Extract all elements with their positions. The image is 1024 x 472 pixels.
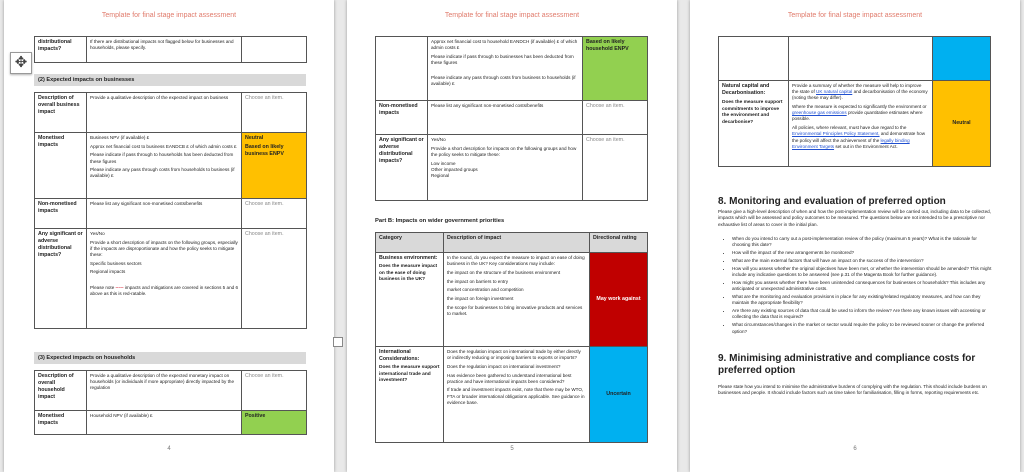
line: Yes/No xyxy=(90,231,105,236)
text: Provide a summary of whether the measure will help to improve the state of xyxy=(792,83,922,95)
line: Low income xyxy=(431,160,456,166)
page-4 xyxy=(4,0,334,472)
line: Provide a short description of impacts on the following groups, especially if the impacts are disproportionate and how the policy seeks to mitigate these: xyxy=(90,239,238,258)
part-b-table-cont xyxy=(718,36,991,167)
page-6 xyxy=(690,0,1020,472)
row-label: distributional impacts? xyxy=(35,37,87,63)
rating-uncertain: Uncertain xyxy=(590,347,648,443)
line: Approx net financial cost to business EANDCB £ of which admin costs £ xyxy=(90,143,237,149)
row-text: If there are distributional impacts not flagged below for businesses and households, please specify. xyxy=(87,37,242,63)
line: Please indicate any pass through costs from households to business (if available) £ xyxy=(90,167,235,179)
monitoring-intro: Please give a high-level description of when and how the post-implementation review will be carried out, including data to be collected, impacts which will be assessed and policy outcomes to be measured. The questions below are not intended to be a prescriptive nor exhaustive list of areas to cover in the initial plan. xyxy=(718,209,991,227)
line: market concentration and competition xyxy=(447,287,524,293)
category-question: Does the measure support commitments to improve the environment and decarbonise? xyxy=(722,100,783,125)
choose-item-dropdown[interactable]: Choose an item. xyxy=(242,199,307,229)
row-text: Household NPV (if available) £ xyxy=(87,411,242,435)
move-handle-icon[interactable]: ✥ xyxy=(10,52,32,74)
line: the impact on the structure of the business environment xyxy=(447,269,561,275)
table-row xyxy=(376,37,648,101)
row-label: Any significant or adverse distributional impacts? xyxy=(35,229,87,329)
row-text xyxy=(87,133,242,199)
row-text xyxy=(87,229,242,329)
line: If trade and investment impacts exist, note that there may be WTO, FTA or broader international obligations applicable. See guidance in evidence base. xyxy=(447,387,585,405)
row-text: Please list any significant non-monetised costs/benefits xyxy=(87,199,242,229)
row-text: Provide a qualitative description of the expected monetary impact on households (or individuals if more appropriate) directly impacted by the regulation xyxy=(87,371,242,411)
resize-handle-icon[interactable] xyxy=(333,337,343,347)
line: the impact on barriers to entry xyxy=(447,278,509,284)
table-row xyxy=(376,347,648,443)
table-row xyxy=(719,37,991,81)
link-environment-targets[interactable]: legally binding Environment Targets xyxy=(792,137,910,149)
list-item: • How will the impact of the new arrangements be monitored? xyxy=(732,250,993,256)
line: Please indicate if pass through to businesses has been deducted from these figures xyxy=(431,53,574,66)
page-number: 5 xyxy=(510,446,514,452)
page-number: 4 xyxy=(167,446,171,452)
row-label: Description of overall household impact xyxy=(35,371,87,411)
part-b-title: Part B: Impacts on wider government priorities xyxy=(375,218,505,224)
line: Specific business sectors xyxy=(90,260,142,266)
rating-may-work-against: May work against xyxy=(590,253,648,347)
table-row xyxy=(376,101,648,135)
scribble-mark: ~~~ xyxy=(115,284,124,290)
table-row xyxy=(376,253,648,347)
business-impacts-table xyxy=(34,92,307,329)
household-impacts-table-cont xyxy=(375,36,648,201)
paragraph xyxy=(792,104,929,123)
row-text: Provide a qualitative description of the expected impact on business xyxy=(87,93,242,133)
col-rating: Directional rating xyxy=(590,233,648,253)
table-row xyxy=(376,135,648,201)
list-item: • When do you intend to carry out a post-implementation review of the policy (maximum 5 years)? What is the rationale for choosing this date? xyxy=(732,236,993,249)
table-row xyxy=(719,81,991,167)
table-row xyxy=(35,411,307,435)
category-name: Natural capital and Decarbonisation: xyxy=(722,83,770,97)
line: In the round, do you expect the measure to impact on ease of doing business in the UK? Key considerations may include: xyxy=(447,255,585,267)
line: Please indicate any pass through costs from business to households (if available) £ xyxy=(431,75,576,87)
row-text xyxy=(789,37,933,81)
page-header: Template for final stage impact assessment xyxy=(444,12,580,19)
choose-item-dropdown[interactable]: Choose an item. xyxy=(583,135,648,201)
row-label: Description of overall business impact xyxy=(35,93,87,133)
line: Does the regulation impact on international trade by either directly or indirectly reducing or imposing barriers to exports or imports? xyxy=(447,349,581,361)
text: provide quantitative estimates where possible. xyxy=(792,110,923,122)
choose-item-dropdown[interactable]: Choose an item. xyxy=(242,93,307,133)
household-impacts-table xyxy=(34,370,307,435)
line: Please indicate if pass through to households has been deducted from these figures xyxy=(90,152,234,164)
line: Other impacted groups xyxy=(431,166,478,172)
section-heading-households: (3) Expected impacts on households xyxy=(34,352,306,364)
list-item: • How will you assess whether the original objectives have been met, or whether the intervention should be amended? This might include any indicative questions to be answered (see p.31 of the Magenta Book for further guidance). xyxy=(732,266,993,279)
note-rest: impacts and mitigations are covered in sections 5 and 6 above as this is red-ratable. xyxy=(90,284,239,296)
table-row xyxy=(35,133,307,199)
category-name: Business environment: xyxy=(379,255,438,261)
line: Regional xyxy=(431,172,450,178)
row-text xyxy=(789,81,933,167)
minimising-costs-text: Please state how you intend to minimise the administrative burdens of complying with the regulation. This should include burdens on businesses and people. It should include factors such as time taken for familiarisation, filling in forms, reporting requirements etc. xyxy=(718,384,987,396)
row-label xyxy=(376,253,444,347)
part-b-table xyxy=(375,232,648,443)
section-heading-businesses: (2) Expected impacts on businesses xyxy=(34,74,306,86)
table-row xyxy=(35,371,307,411)
rating-cell xyxy=(242,37,307,63)
link-greenhouse-gas[interactable]: greenhouse gas emissions xyxy=(792,110,847,116)
paragraph xyxy=(792,83,929,102)
page-header: Template for final stage impact assessment xyxy=(101,12,237,19)
heading-minimising-costs: 9. Minimising administrative and compliance costs for preferred option xyxy=(718,353,976,376)
line: Provide a short description for impacts on the following groups and how the policy seeks to mitigate these: xyxy=(431,145,577,157)
choose-item-dropdown[interactable]: Choose an item. xyxy=(583,101,648,135)
row-text: Please list any significant non-monetised costs/benefits xyxy=(428,101,583,135)
row-label xyxy=(376,37,428,101)
col-description: Description of impact xyxy=(444,233,590,253)
impacts-table-top xyxy=(34,36,307,63)
text: and demonstrate how the policy will affect the achievement of the xyxy=(792,131,926,143)
row-label: Non-monetised impacts xyxy=(376,101,428,135)
line: the scope for businesses to bring innovative products and services to market. xyxy=(447,304,583,316)
text: set out in the Environment Act. xyxy=(835,143,898,149)
rating-based-on-household: Based on likely household ENPV xyxy=(583,37,648,101)
link-uk-natural-capital[interactable]: UK natural capital xyxy=(816,89,853,95)
row-text xyxy=(428,135,583,201)
row-text xyxy=(444,253,590,347)
text: and decarbonisation of the economy (noting these may differ). xyxy=(792,89,928,101)
monitoring-questions-list xyxy=(718,236,993,336)
line: Yes/No xyxy=(431,137,446,142)
paragraph xyxy=(792,125,929,150)
rating-neutral xyxy=(242,133,307,199)
line: Has evidence been gathered to understand international best practice and have international impacts been considered? xyxy=(447,372,572,384)
category-question: Does the measure support international trade and investment? xyxy=(379,365,440,384)
category-name: International Considerations: xyxy=(379,349,420,363)
page-5 xyxy=(347,0,677,472)
row-label: Monetised impacts xyxy=(35,411,87,435)
rating-sub: Based on likely business ENPV xyxy=(245,144,284,158)
note-pre: Please note xyxy=(90,284,115,290)
list-item: • What are the monitoring and evaluation provisions in place for any existing/related regulatory measures, and how can they maintain the appropriate flexibility? xyxy=(732,294,993,307)
table-row xyxy=(35,37,307,63)
table-header-row xyxy=(376,233,648,253)
category-question: Does the measure impact on the ease of doing business in the UK? xyxy=(379,264,438,283)
table-row xyxy=(35,199,307,229)
rating-neutral: Neutral xyxy=(933,81,991,167)
rating-label: Neutral xyxy=(245,135,264,141)
row-label xyxy=(376,347,444,443)
col-category: Category xyxy=(376,233,444,253)
rating-cell-blue xyxy=(933,37,991,81)
row-label xyxy=(719,37,789,81)
row-label xyxy=(719,81,789,167)
rating-positive: Positive xyxy=(242,411,307,435)
list-item: • Are there any existing sources of data that could be used to inform the review? Are there any known issues with accessing or collecting the data that is required? xyxy=(732,308,993,321)
line: Business NPV (if available) £ xyxy=(90,135,150,140)
list-item: • What are the main external factors that will have an impact on the success of the intervention? xyxy=(732,258,993,264)
table-row xyxy=(35,93,307,133)
list-item: • What circumstances/changes in the market or sector would require the policy to be reviewed sooner or change the preferred option? xyxy=(732,322,993,335)
row-text xyxy=(444,347,590,443)
choose-item-dropdown[interactable]: Choose an item. xyxy=(242,371,307,411)
row-label: Non-monetised impacts xyxy=(35,199,87,229)
line: Approx net financial cost to household EANDCH (if available) £ of which admin costs £ xyxy=(431,39,578,51)
text: Where the measure is expected to significantly the environment or xyxy=(792,104,927,110)
text: All policies, where relevant, must have due regard to the xyxy=(792,125,907,131)
line: Does the regulation impact on international investment? xyxy=(447,363,561,369)
table-row xyxy=(35,229,307,329)
choose-item-dropdown[interactable]: Choose an item. xyxy=(242,229,307,329)
list-item: • How might you assess whether there have been unintended consequences for businesses or households? This includes any anticipated or unexpected administrative costs. xyxy=(732,280,993,293)
page-header: Template for final stage impact assessment xyxy=(787,12,923,19)
row-label: Monetised impacts xyxy=(35,133,87,199)
line: the impact on foreign investment xyxy=(447,295,514,301)
note xyxy=(90,285,238,297)
page-number: 6 xyxy=(853,446,857,452)
heading-monitoring: 8. Monitoring and evaluation of preferred option xyxy=(718,196,946,207)
line: Regional impacts xyxy=(90,269,126,275)
row-label: Any significant or adverse distributional impacts? xyxy=(376,135,428,201)
row-text xyxy=(428,37,583,101)
link-environmental-principles[interactable]: Environmental Principles Policy Statement, xyxy=(792,131,880,137)
